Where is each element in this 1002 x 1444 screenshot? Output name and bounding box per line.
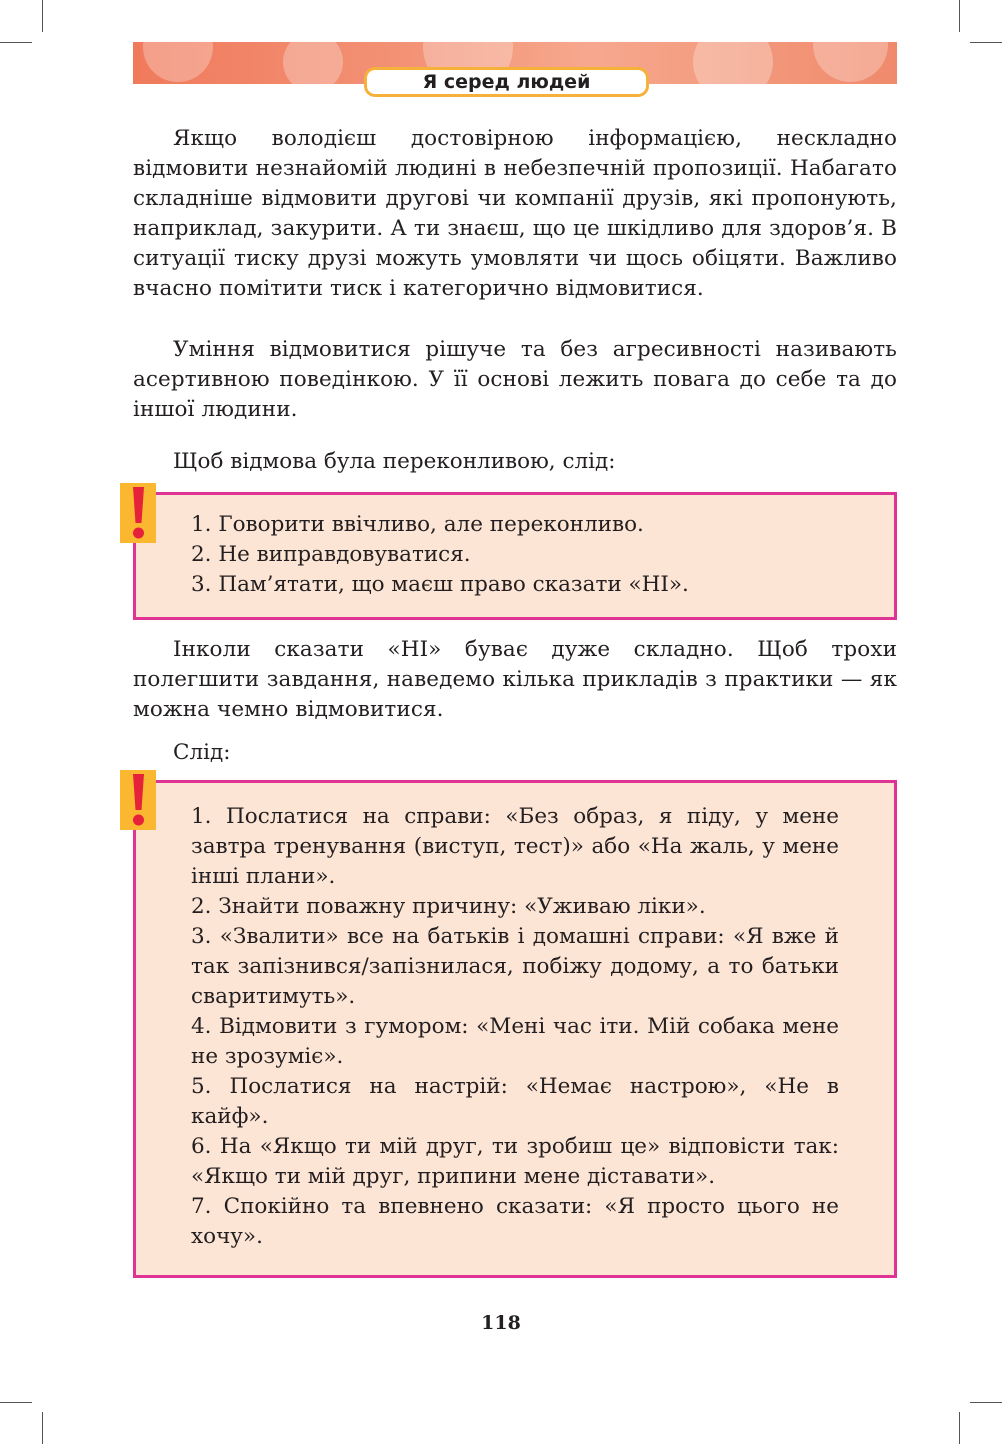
- examples-list-item: 2. Знайти поважну причину: «Уживаю ліки».: [191, 894, 706, 919]
- tips-list: [191, 510, 854, 600]
- tips-box: [133, 492, 897, 620]
- box2-lead: Слід:: [173, 740, 231, 765]
- crop-mark: [959, 0, 960, 32]
- tips-list-item: 3. Пам’ятати, що маєш право сказати «НІ».: [191, 572, 689, 597]
- examples-list-item: 6. На «Якщо ти мій друг, ти зробиш це» відповісти так: «Якщо ти мій друг, припини мене діставати».: [191, 1134, 839, 1189]
- exclamation-icon: [120, 483, 156, 543]
- examples-list-item: 3. «Звалити» все на батьків і домашні справи: «Я вже й так запізнився/запізнилася, побіжу додому, а то батьки сваритимуть».: [191, 924, 839, 1009]
- crop-mark: [970, 1402, 1002, 1403]
- paragraph-intro: Якщо володієш достовірною інформацією, нескладно відмовити незнайомій людині в небезпечній пропозиції. Набагато складніше відмовити другові чи компанії друзів, які пропонують, наприклад, закурити. А ти знаєш, що це шкідливо для здоров’я. В ситуації тиску друзі можуть умовляти чи щось обіцяти. Важливо вчасно помітити тиск і категорично відмовитися.: [133, 126, 897, 301]
- tips-list-item: 1. Говорити ввічливо, але переконливо.: [191, 512, 644, 537]
- examples-list-item: 5. Послатися на настрій: «Немає настрою», «Не в кайф».: [191, 1074, 839, 1129]
- paragraph-assertive: Уміння відмовитися рішуче та без агресивності називають асертивною поведінкою. У її основі лежить повага до себе та до іншої людини.: [133, 337, 897, 422]
- banner-bubble: [813, 42, 888, 82]
- crop-mark: [42, 1412, 43, 1444]
- examples-list-item: 7. Спокійно та впевнено сказати: «Я просто цього не хочу».: [191, 1194, 839, 1249]
- banner-bubble: [693, 42, 773, 84]
- paragraph-middle: Інколи сказати «НІ» буває дуже складно. Щоб трохи полегшити завдання, наведемо кілька прикладів з практики — як можна чемно відмовитися.: [133, 637, 897, 722]
- examples-list-item: 1. Послатися на справи: «Без образ, я піду, у мене завтра тренування (виступ, тест)» або «На жаль, у мене інші плани».: [191, 804, 839, 889]
- page-number: 118: [481, 1312, 521, 1334]
- examples-box: [133, 780, 897, 1278]
- chapter-title: Я серед людей: [364, 67, 649, 97]
- examples-list: [191, 802, 839, 1252]
- exclamation-icon: [120, 770, 156, 830]
- examples-list-item: 4. Відмовити з гумором: «Мені час іти. Мій собака мене не зрозуміє».: [191, 1014, 839, 1069]
- crop-mark: [959, 1412, 960, 1444]
- crop-mark: [970, 42, 1002, 43]
- crop-mark: [0, 42, 32, 43]
- crop-mark: [42, 0, 43, 32]
- tips-list-item: 2. Не виправдовуватися.: [191, 542, 471, 567]
- box1-lead: Щоб відмова була переконливою, слід:: [173, 449, 616, 474]
- banner-bubble: [283, 42, 343, 84]
- banner-bubble: [143, 42, 213, 82]
- crop-mark: [0, 1402, 32, 1403]
